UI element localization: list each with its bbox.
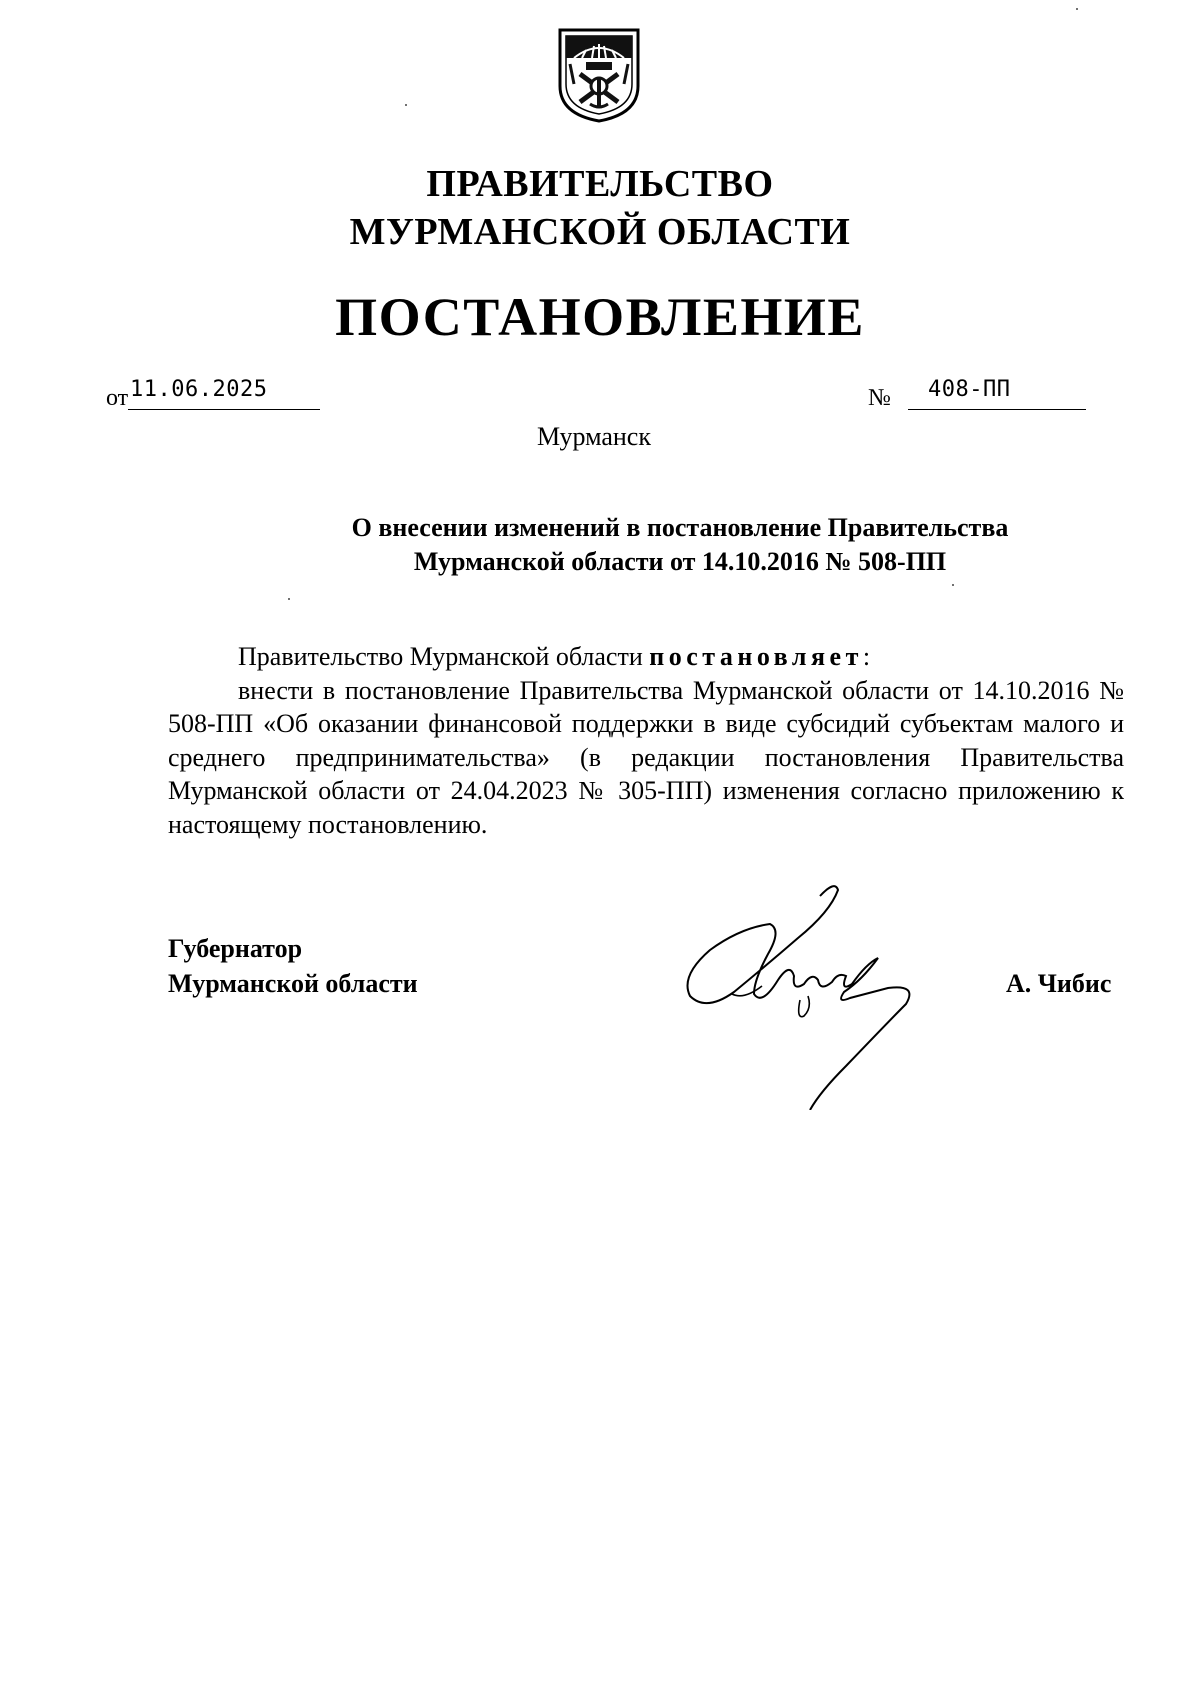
number-value: 408-ПП: [928, 377, 1011, 402]
document-body: [168, 640, 1124, 841]
scan-speck: [952, 584, 954, 586]
subject-line-1: О внесении изменений в постановление Правительства: [351, 513, 1009, 542]
document-date: [106, 375, 326, 415]
date-value: 11.06.2025: [130, 377, 268, 402]
resolution-lead: [168, 640, 1124, 674]
scan-speck: [288, 598, 290, 600]
date-underline: [128, 409, 320, 410]
document-number: [868, 375, 1088, 415]
organization-name: [0, 160, 1200, 256]
resolution-paragraph: внести в постановление Правительства Мурманской области от 14.10.2016 № 508-ПП «Об оказании финансовой поддержки в виде субсидий субъектам малого и среднего предпринимательства» (в редакции постановления Правительства Мурманской области от 24.04.2023 № 305-ПП) изменения согласно приложению к настоящему постановлению.: [168, 675, 1124, 839]
lead-text: Правительство Мурманской области: [238, 642, 650, 671]
organization-line-2: МУРМАНСКОЙ ОБЛАСТИ: [349, 211, 851, 253]
number-underline: [908, 409, 1086, 410]
signatory-position: [168, 931, 418, 1001]
coat-of-arms-icon: [552, 24, 646, 124]
date-prefix: от: [106, 385, 129, 411]
signatory-name: А. Чибис: [1006, 969, 1112, 998]
document-type: ПОСТАНОВЛЕНИЕ: [335, 287, 865, 347]
position-line-1: Губернатор: [168, 934, 303, 963]
resolves-word: постановляет: [649, 642, 863, 671]
number-prefix: №: [868, 385, 891, 411]
handwritten-signature: [670, 880, 940, 1110]
city: [0, 421, 1200, 453]
scan-speck: [405, 104, 407, 106]
position-line-2: Мурманской области: [168, 969, 418, 998]
document-subject: [300, 511, 1060, 579]
city-name: Мурманск: [537, 422, 651, 451]
lead-colon: :: [862, 642, 871, 671]
scan-speck: [1076, 8, 1078, 10]
organization-line-1: ПРАВИТЕЛЬСТВО: [426, 163, 774, 205]
subject-line-2: Мурманской области от 14.10.2016 № 508-ПП: [413, 547, 947, 576]
